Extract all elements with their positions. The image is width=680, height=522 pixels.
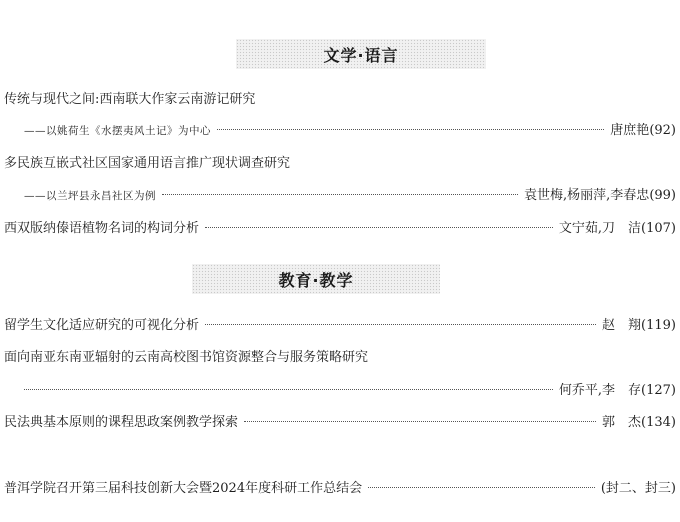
entry-author: 唐庶艳 — [610, 123, 650, 138]
dot-leader — [244, 420, 596, 422]
dot-leader — [205, 323, 596, 325]
entry-page-number: (92) — [649, 123, 676, 138]
toc-entry-title[interactable] — [4, 348, 676, 368]
entry-page-number: (封二、封三) — [600, 481, 676, 496]
toc-entry-subtitle-line[interactable] — [24, 121, 676, 141]
entry-author: 袁世梅,杨丽萍,李春忠 — [524, 188, 650, 203]
dot-leader — [162, 193, 518, 195]
toc-entry-title[interactable] — [4, 154, 676, 174]
entry-page-number: (127) — [641, 383, 676, 398]
entry-author: 文宁茹,刀 洁 — [558, 221, 642, 236]
entry-title: 民法典基本原则的课程思政案例教学探索 — [4, 415, 239, 430]
section-heading-literature-language — [236, 39, 486, 69]
entry-title: 西双版纳傣语植物名词的构词分析 — [4, 221, 200, 236]
dot-leader — [205, 226, 553, 228]
entry-subtitle: ——以姚荷生《水摆夷风土记》为中心 — [24, 125, 211, 137]
entry-author: 郭 杰 — [602, 415, 642, 430]
entry-page-number: (119) — [641, 318, 676, 333]
entry-author: 赵 翔 — [602, 318, 642, 333]
entry-title: 面向南亚东南亚辐射的云南高校图书馆资源整合与服务策略研究 — [4, 350, 369, 365]
toc-entry-title[interactable] — [4, 90, 676, 110]
entry-page-number: (134) — [641, 415, 676, 430]
dot-leader — [217, 128, 604, 130]
entry-author: 何乔平,李 存 — [558, 383, 642, 398]
toc-entry-news[interactable] — [4, 479, 676, 499]
toc-entry-subtitle-line[interactable] — [24, 186, 676, 206]
entry-subtitle: ——以兰坪县永昌社区为例 — [24, 190, 156, 202]
toc-entry-leader-line[interactable] — [24, 381, 676, 401]
entry-title: 多民族互嵌式社区国家通用语言推广现状调查研究 — [4, 156, 291, 171]
toc-entry[interactable] — [4, 413, 676, 433]
toc-entry[interactable] — [4, 219, 676, 239]
dot-leader — [24, 388, 553, 390]
entry-title: 普洱学院召开第三届科技创新大会暨2024年度科研工作总结会 — [4, 481, 363, 496]
section-heading-text: 教育·教学 — [278, 270, 354, 290]
entry-title: 留学生文化适应研究的可视化分析 — [4, 318, 200, 333]
entry-page-number: (99) — [649, 188, 676, 203]
entry-page-number: (107) — [641, 221, 676, 236]
entry-title: 传统与现代之间:西南联大作家云南游记研究 — [4, 92, 256, 107]
dot-leader — [368, 486, 595, 488]
section-heading-education-teaching — [192, 264, 440, 294]
toc-entry[interactable] — [4, 316, 676, 336]
section-heading-text: 文学·语言 — [323, 45, 399, 65]
